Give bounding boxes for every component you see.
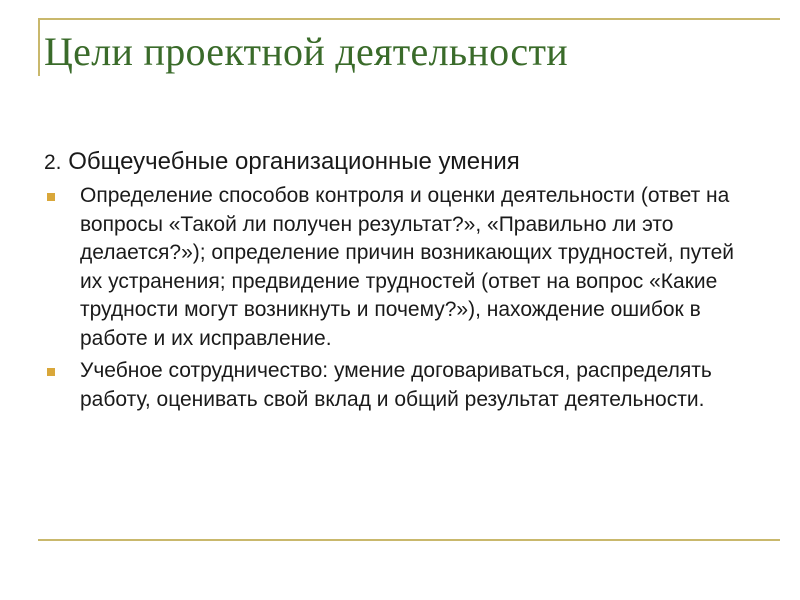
subheading-text: Общеучебные организационные умения [68,148,520,175]
top-rule-divider [38,18,780,20]
square-bullet-icon [47,368,55,376]
bullet-text: Определение способов контроля и оценки деятельности (ответ на вопросы «Такой ли получен результат?», «Правильно ли это делается?»); определение причин возникающих трудностей, путей их устранения; предвидение трудностей (ответ на вопрос «Какие трудности могут возникнуть и почему?»), нахождение ошибок в работе и их исправление. [80,184,735,350]
bullet-list [44,182,754,414]
subheading [44,147,754,178]
bullet-text: Учебное сотрудничество: умение договариваться, распределять работу, оценивать свой вклад и общий результат деятельности. [80,359,712,411]
left-rule-divider [38,18,40,76]
bottom-rule-divider [38,539,780,541]
square-bullet-icon [47,193,55,201]
bullet-item [44,357,754,414]
bullet-item [44,182,754,353]
slide-title: Цели проектной деятельности [44,29,568,74]
slide-content [44,147,754,418]
subheading-number: 2. [44,151,62,174]
